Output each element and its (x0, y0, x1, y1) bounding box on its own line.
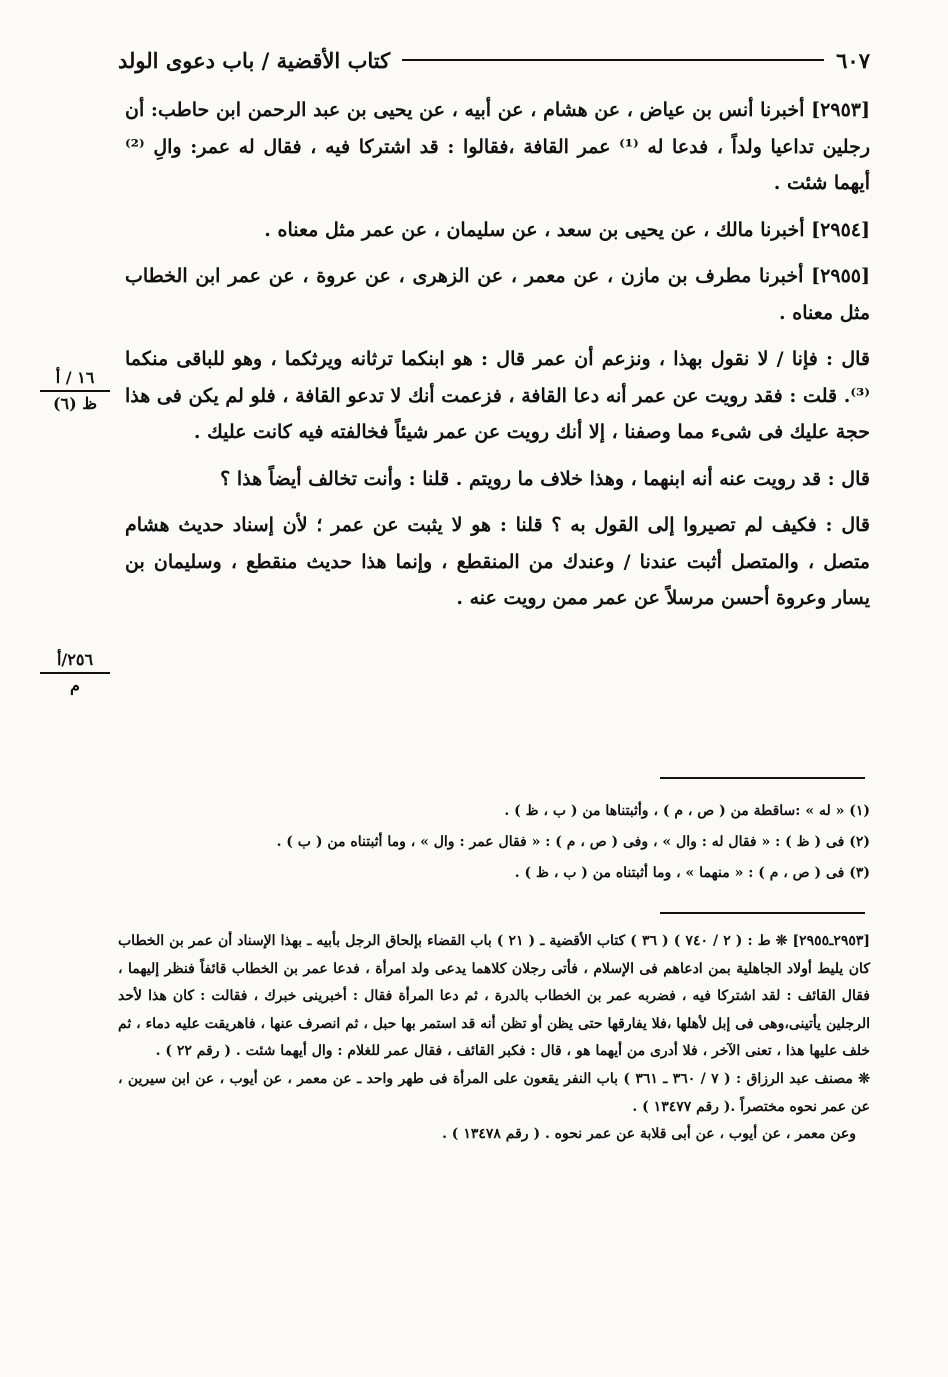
discussion-paragraph-3 (125, 507, 870, 617)
hadith-lead: أخبرنا (759, 265, 804, 287)
hadith-lead: أخبرنا (760, 99, 805, 121)
paragraph-text: قال : فكيف لم تصيروا إلى القول به ؟ قلنا : هو لا يثبت عن عمر ؛ لأن إسناد حديث هشام متصل ، والمتصل أثبت عندنا / وعندك من المنقطع ، وإنما هذا حديث منقطع ، وسليمان بن يسار وعروة أحسن مرسلاً عن عمر ممن رويت عنه . (125, 514, 870, 609)
header-rule (402, 59, 824, 61)
folio-top: ١٦ / أ (40, 368, 110, 392)
main-text (125, 92, 870, 627)
footnote-separator (660, 777, 865, 779)
folio-top: ٢٥٦/أ (40, 650, 110, 674)
source-entry: [٢٩٥٣ـ٢٩٥٥] ❊ ط : ( ٢ / ٧٤٠ ) ( ٣٦ ) كتاب الأقضية ـ ( ٢١ ) باب القضاء بإلحاق الرجل بأبيه ـ بهذا الإسناد أن عمر بن الخطاب كان يليط أولاد الجاهلية بمن ادعاهم فى الإسلام ، فأتى رجلان كلاهما يدعى ولد امرأة ، فدعا عمر بن الخطاب قائفاً فنظر إليهما ، فقال القائف : لقد اشتركا فيه ، فضربه عمر بن الخطاب بالدرة ، ثم دعا المرأة فقال : أخبرينى خبرك ، فقالت : كان هذا لأحد الرجلين يأتينى،وهى فى إبل لأهلها ،فلا يفارقها حتى يظن أو تظن أنه قد استمر بها حبل ، ثم انصرف عنها ، فاهريقت عليه دماء ، ثم خلف عليها هذا ، تعنى الآخر ، فلا أدرى من أيهما هو ، قال : فكبر القائف ، فقال عمر للغلام : وال أيهما شئت . ( رقم ٢٢ ) . (118, 933, 871, 1060)
discussion-paragraph-1 (125, 341, 870, 451)
hadith-2953 (125, 92, 870, 202)
footnote: (١) « له » :ساقطة من ( ص ، م ) ، وأثبتناها من ( ب ، ظ ) . (504, 803, 870, 819)
discussion-paragraph-2 (125, 461, 870, 498)
manuscript-folio-note (40, 650, 110, 696)
chapter-title: كتاب الأقضية / باب دعوى الولد (118, 47, 391, 73)
paragraph-text: قال : قد رويت عنه أنه ابنهما ، وهذا خلاف ما رويتم . قلنا : وأنت تخالف أيضاً هذا ؟ (220, 467, 870, 490)
folio-bottom: م (70, 676, 80, 695)
hadith-2954 (125, 212, 870, 249)
footnote: (٢) فى ( ظ ) : « فقال له : وال » ، وفى ( ص ، م ) : « فقال عمر : وال » ، وما أثبتناه من ( ب ) . (276, 834, 870, 850)
manuscript-folio-note (40, 368, 110, 414)
page-number: ٦٠٧ (836, 47, 870, 73)
folio-bottom: ظ (٦) (52, 394, 98, 413)
hadith-lead: أخبرنا (760, 218, 805, 241)
hadith-text: أنس بن عياض ، عن هشام ، عن أبيه ، عن يحيى بن عبد الرحمن ابن حاطب: أن رجلين تداعيا ولداً ، فدعا له ⁽¹⁾ عمر القافة ،فقالوا : قد اشتركا فيه ، فقال له عمر: والِ ⁽²⁾ أيهما شئت . (125, 99, 870, 194)
source-entry: ❊ مصنف عبد الرزاق : ( ٧ / ٣٦٠ ـ ٣٦١ ) باب النفر يقعون على المرأة فى طهر واحد ـ عن معمر ، عن أيوب ، عن ابن سيرين ، عن عمر نحوه مختصراً .( رقم ١٣٤٧٧ ) . (118, 1070, 870, 1115)
hadith-text: مطرف بن مازن ، عن معمر ، عن الزهرى ، عن عروة ، عن عمر ابن الخطاب مثل معناه . (125, 265, 870, 324)
running-header (118, 40, 870, 80)
hadith-2955 (125, 258, 870, 331)
hadith-number: [٢٩٥٣] (811, 99, 870, 121)
paragraph-text: قال : فإنا / لا نقول بهذا ، ونزعم أن عمر قال : هو ابنكما ترثانه ويرثكما ، وهو للباقى منكما ⁽³⁾. قلت : فقد رويت عن عمر أنه دعا القافة ، فزعمت أنك لا تدعو القافة ، فلو لم يكن فى هذا حجة عليك فى شىء مما وصفنا ، إلا أنك رويت عن عمر شيئاً فخالفته فيه كانت عليك . (125, 348, 870, 443)
footnote: (٣) فى ( ص ، م ) : « منهما » ، وما أثبتناه من ( ب ، ظ ) . (514, 865, 870, 881)
hadith-text: مالك ، عن يحيى بن سعد ، عن سليمان ، عن عمر مثل معناه . (264, 218, 761, 241)
hadith-number: [٢٩٥٥] (811, 265, 870, 287)
source-references (118, 928, 870, 1149)
sources-separator (660, 912, 865, 914)
footnotes (160, 796, 870, 889)
hadith-number: [٢٩٥٤] (811, 218, 870, 241)
source-entry: وعن معمر ، عن أيوب ، عن أبى قلابة عن عمر نحوه . ( رقم ١٣٤٧٨ ) . (442, 1126, 856, 1143)
